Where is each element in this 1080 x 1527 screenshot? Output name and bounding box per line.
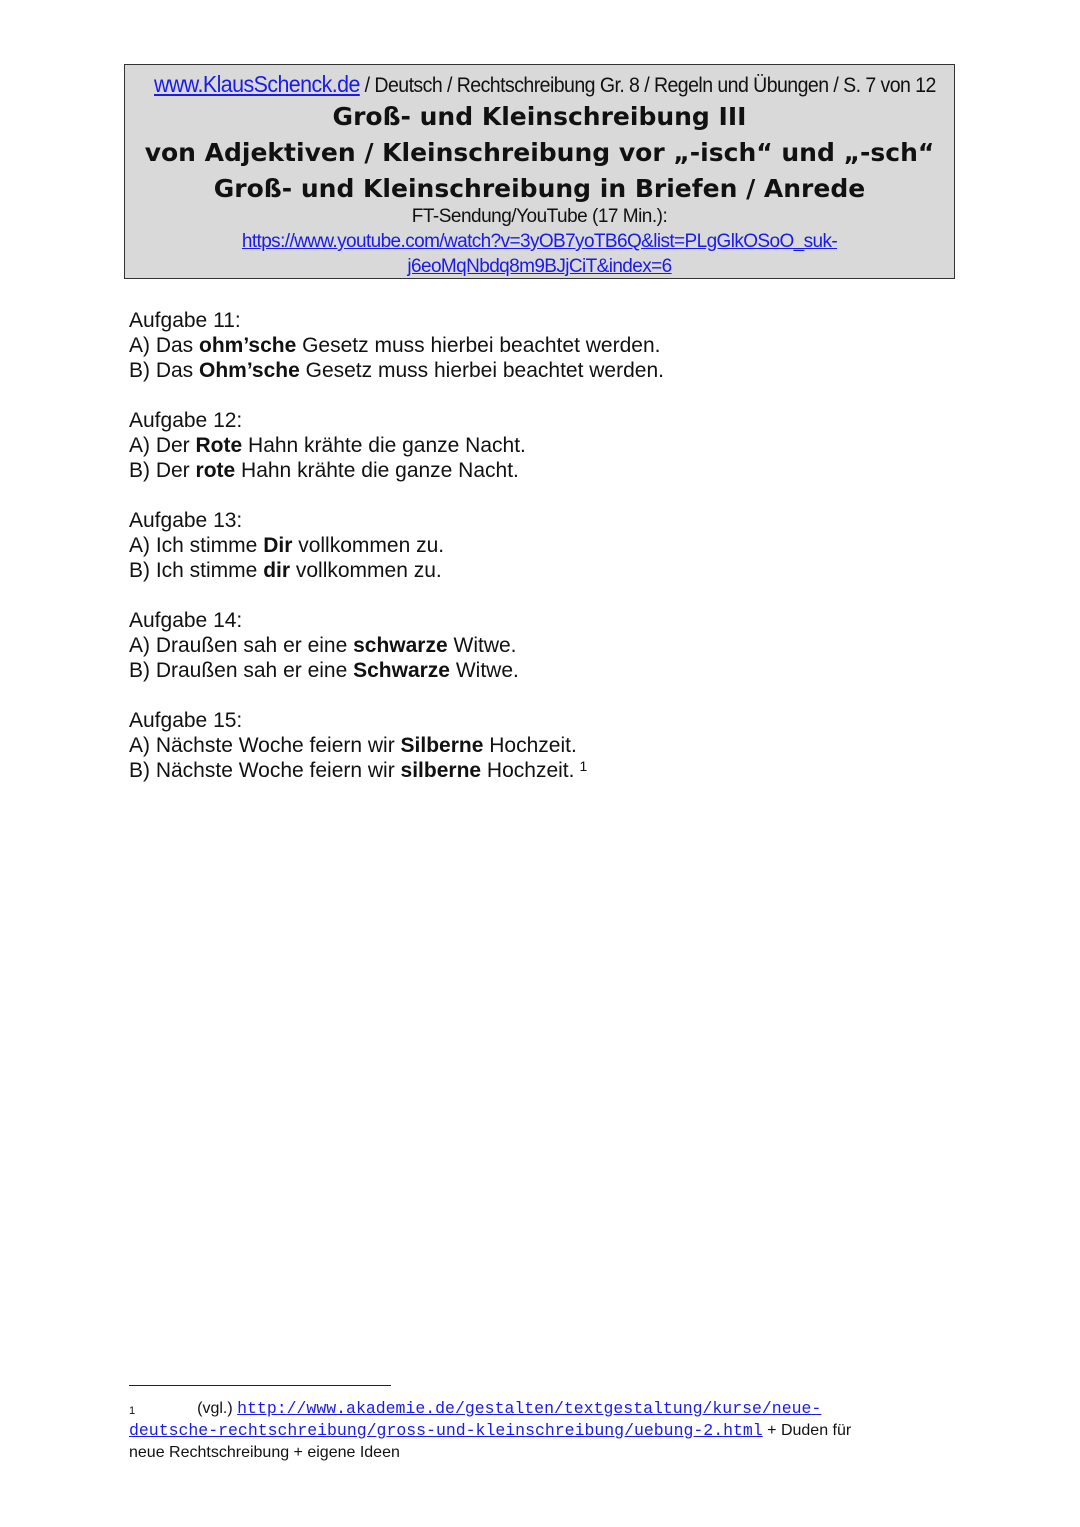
option-b: B) Ich stimme dir vollkommen zu. (129, 559, 442, 582)
task-14 (129, 608, 949, 683)
task-11 (129, 308, 949, 383)
video-link-line-1[interactable]: https://www.youtube.com/watch?v=3yOB7yoTB6Q&list=PLgGlkOSoO_suk- (241, 231, 838, 252)
task-12 (129, 408, 949, 483)
option-a: A) Draußen sah er eine schwarze Witwe. (129, 634, 517, 657)
option-b: B) Draußen sah er eine Schwarze Witwe. (129, 659, 519, 682)
option-a: A) Nächste Woche feiern wir Silberne Hochzeit. (129, 734, 577, 757)
task-list (129, 308, 949, 808)
header-box (124, 64, 955, 279)
footnote: $^1$ (vgl.) http://www.akademie.de/gestalten/textgestaltung/kurse/neue- deutsche-rechtschreibung/gross-und-kleinschreibung/uebung-2.html + Duden für neue Rechtschreibung + eigene Ideen (129, 1398, 949, 1464)
option-a: A) Das ohm’sche Gesetz muss hierbei beachtet werden. (129, 334, 661, 357)
option-b: B) Der rote Hahn krähte die ganze Nacht. (129, 459, 519, 482)
video-link-line-2[interactable]: j6eoMqNbdq8m9BJjCiT&index=6 (407, 256, 672, 277)
site-link[interactable]: www.KlausSchenck.de (154, 71, 360, 97)
title-line-2: von Adjektiven / Kleinschreibung vor „-isch“ und „-sch“ (144, 138, 935, 167)
footnote-divider (129, 1385, 391, 1386)
title-line-3: Groß- und Kleinschreibung in Briefen / Anrede (213, 174, 866, 203)
task-label: Aufgabe 14: (129, 609, 243, 632)
title-line-1: Groß- und Kleinschreibung III (332, 102, 747, 131)
subtitle: FT-Sendung/YouTube (17 Min.): (411, 206, 668, 227)
option-a: A) Der Rote Hahn krähte die ganze Nacht. (129, 434, 526, 457)
task-label: Aufgabe 15: (129, 709, 243, 732)
task-label: Aufgabe 11: (129, 309, 241, 332)
task-label: Aufgabe 12: (129, 409, 243, 432)
task-label: Aufgabe 13: (129, 509, 243, 532)
footnote-number: 1 (129, 1405, 136, 1417)
footnote-line-3: neue Rechtschreibung + eigene Ideen (129, 1444, 400, 1461)
footnote-url-1[interactable]: http://www.akademie.de/gestalten/textgestaltung/kurse/neue- (237, 1399, 822, 1418)
footnote-url-2[interactable]: deutsche-rechtschreibung/gross-und-kleinschreibung/uebung-2.html (129, 1421, 763, 1440)
option-a: A) Ich stimme Dir vollkommen zu. (129, 534, 445, 557)
option-b: B) Das Ohm’sche Gesetz muss hierbei beachtet werden. (129, 359, 664, 382)
option-b: B) Nächste Woche feiern wir silberne Hochzeit. $^1$ (129, 758, 588, 782)
task-13 (129, 508, 949, 583)
task-15 (129, 708, 949, 783)
breadcrumb: / Deutsch / Rechtschreibung Gr. 8 / Regeln und Übungen / S. 7 von 12 (359, 74, 936, 97)
footnote-ref[interactable]: 1 (579, 758, 588, 774)
header-breadcrumb-line (154, 71, 936, 98)
